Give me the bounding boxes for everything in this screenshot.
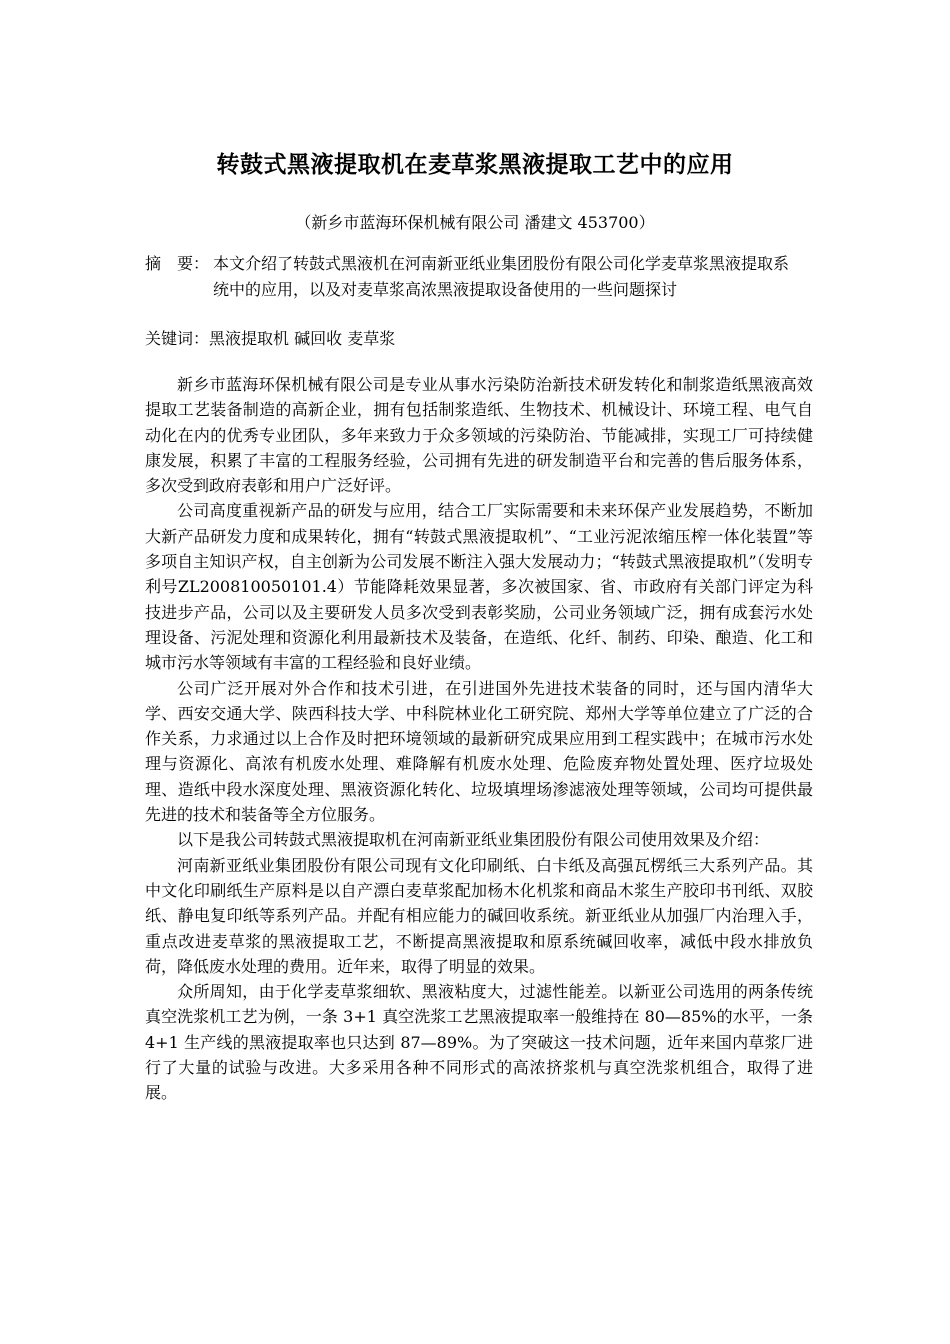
abstract-text: 本文介绍了转鼓式黑液机在河南新亚纸业集团股份有限公司化学麦草浆黑液提取系统中的应用，以及对麦草浆高浓黑液提取设备使用的一些问题探讨 — [213, 254, 790, 299]
paragraph-2: 公司高度重视新产品的研发与应用，结合工厂实际需要和未来环保产业发展趋势，不断加大新产品研发力度和成果转化，拥有“转鼓式黑液提取机”、“工业污泥浓缩压榨一体化装置”等多项自主知识产权，自主创新为公司发展不断注入强大发展动力；“转鼓式黑液提取机”（发明专利号ZL200810050101.4）节能降耗效果显著，多次被国家、省、市政府有关部门评定为科技进步产品，公司以及主要研发人员多次受到表彰奖励，公司业务领域广泛，拥有成套污水处理设备、污泥处理和资源化利用最新技术及装备，在造纸、化纤、制药、印染、酿造、化工和城市污水等领域有丰富的工程经验和良好业绩。 — [145, 501, 813, 673]
document-title: 转鼓式黑液提取机在麦草浆黑液提取工艺中的应用 — [216, 152, 734, 178]
paragraph-5: 河南新亚纸业集团股份有限公司现有文化印刷纸、白卡纸及高强瓦楞纸三大系列产品。其中文化印刷纸生产原料是以自产漂白麦草浆配加杨木化机浆和商品木浆生产胶印书刊纸、双胶纸、静电复印纸等系列产品。并配有相应能力的碱回收系统。新亚纸业从加强厂内治理入手，重点改进麦草浆的黑液提取工艺，不断提高黑液提取和原系统碱回收率，减低中段水排放负荷，降低废水处理的费用。近年来，取得了明显的效果。 — [145, 855, 813, 976]
paragraph-3: 公司广泛开展对外合作和技术引进，在引进国外先进技术装备的同时，还与国内清华大学、西安交通大学、陕西科技大学、中科院林业化工研究院、郑州大学等单位建立了广泛的合作关系，力求通过以上合作及时把环境领域的最新研究成果应用到工程实践中；在城市污水处理与资源化、高浓有机废水处理、难降解有机废水处理、危险废弃物处置处理、医疗垃圾处理、造纸中段水深度处理、黑液资源化转化、垃圾填埋场渗滤液处理等领域，公司均可提供最先进的技术和装备等全方位服务。 — [145, 678, 813, 825]
paragraph-6: 众所周知，由于化学麦草浆细软、黑液粘度大，过滤性能差。以新亚公司选用的两条传统真空洗浆机工艺为例，一条 3+1 真空洗浆工艺黑液提取率一般维持在 80—85%的水平，一条 4+1 生产线的黑液提取率也只达到 87—89%。为了突破这一技术问题，近年来国内草浆厂进行了大量的试验与改进。大多采用各种不同形式的高浓挤浆机与真空洗浆机组合，取得了进展。 — [145, 982, 813, 1103]
abstract-block — [145, 251, 810, 303]
abstract-label: 摘 要： — [145, 254, 210, 273]
keywords-text: 黑液提取机 碱回收 麦草浆 — [209, 329, 396, 348]
paragraph-1: 新乡市蓝海环保机械有限公司是专业从事水污染防治新技术研发转化和制浆造纸黑液高效提取工艺装备制造的高新企业，拥有包括制浆造纸、生物技术、机械设计、环境工程、电气自动化在内的优秀专业团队，多年来致力于众多领域的污染防治、节能减排，实现工厂可持续健康发展，积累了丰富的工程服务经验，公司拥有先进的研发制造平台和完善的售后服务体系，多次受到政府表彰和用户广泛好评。 — [145, 375, 813, 496]
keywords-block — [145, 326, 810, 352]
author-line: （新乡市蓝海环保机械有限公司 潘建文 453700） — [295, 213, 655, 232]
paragraph-4: 以下是我公司转鼓式黑液提取机在河南新亚纸业集团股份有限公司使用效果及介绍： — [177, 830, 770, 850]
body-text — [145, 372, 813, 1106]
abstract-row — [145, 251, 810, 303]
keywords-label: 关键词： — [145, 329, 210, 348]
